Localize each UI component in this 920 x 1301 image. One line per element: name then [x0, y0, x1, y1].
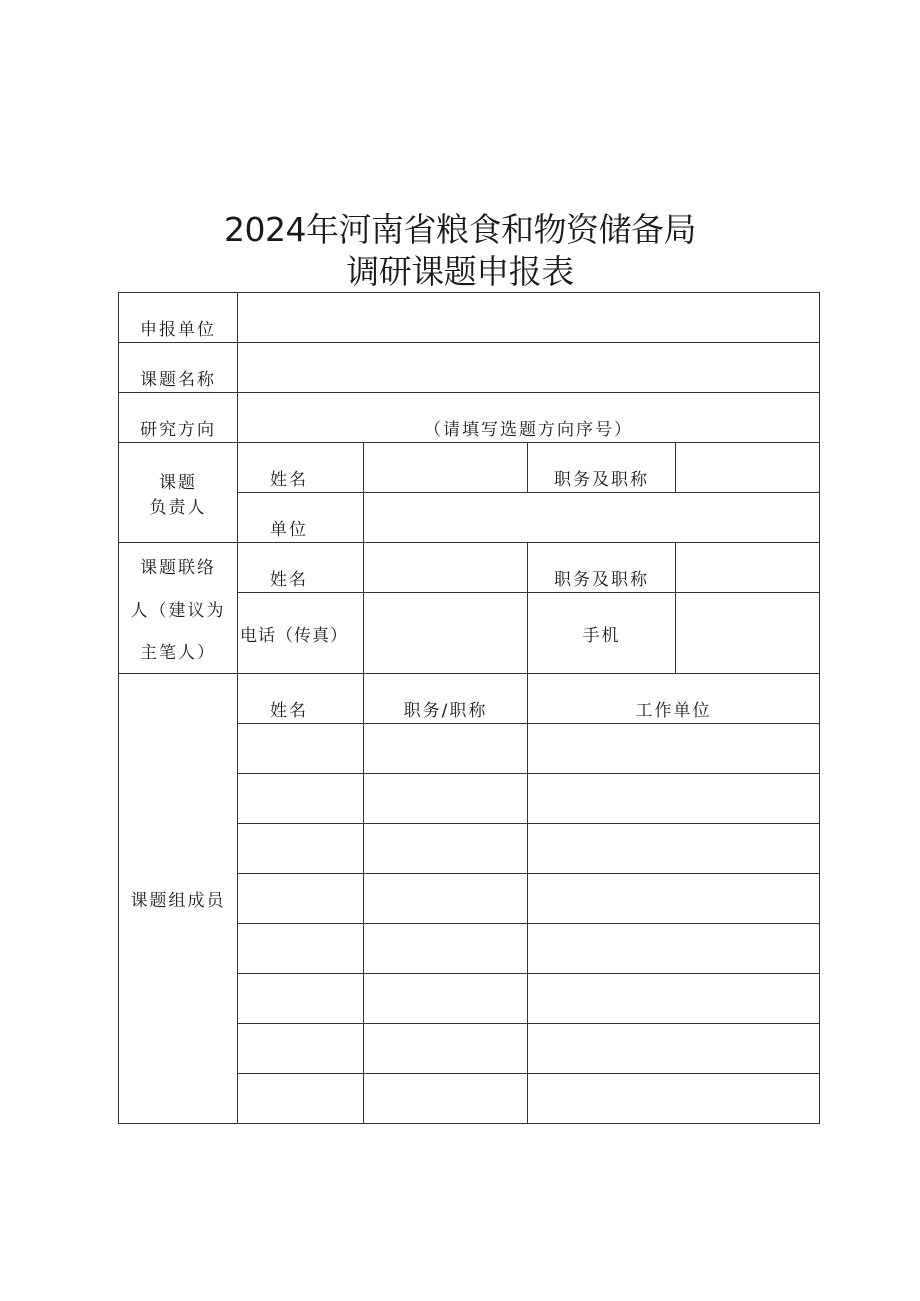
member-name-field[interactable] [238, 1024, 364, 1074]
member-name-field[interactable] [238, 724, 364, 774]
member-name-field[interactable] [238, 824, 364, 874]
member-position-field[interactable] [364, 1074, 528, 1124]
contact-position-field[interactable] [676, 543, 820, 593]
leader-label-line1: 课题 [159, 472, 197, 493]
contact-label-line1: 课题联络 [140, 558, 216, 578]
members-label: 课题组成员 [119, 674, 238, 1124]
member-unit-field[interactable] [528, 924, 820, 974]
research-direction-label: 研究方向 [119, 393, 238, 443]
member-position-field[interactable] [364, 724, 528, 774]
contact-label-cell [119, 543, 238, 674]
leader-unit-field[interactable] [364, 493, 820, 543]
leader-label-cell [119, 443, 238, 543]
leader-position-label: 职务及职称 [528, 443, 676, 493]
document-title-line1: 2024年河南省粮食和物资储备局 [224, 210, 696, 249]
member-position-field[interactable] [364, 1024, 528, 1074]
leader-label-line2: 负责人 [149, 497, 207, 518]
member-name-field[interactable] [238, 874, 364, 924]
leader-name-field[interactable] [364, 443, 528, 493]
member-unit-field[interactable] [528, 1024, 820, 1074]
research-direction-field[interactable] [238, 393, 820, 443]
member-position-field[interactable] [364, 874, 528, 924]
contact-label-line2: 人（建议为 [130, 600, 226, 621]
contact-mobile-field[interactable] [676, 593, 820, 674]
member-unit-field[interactable] [528, 1074, 820, 1124]
member-unit-field[interactable] [528, 774, 820, 824]
contact-position-label: 职务及职称 [528, 543, 676, 593]
application-form-table [118, 292, 820, 1124]
member-unit-field[interactable] [528, 824, 820, 874]
document-title-line2: 调研课题申报表 [346, 252, 574, 291]
member-position-field[interactable] [364, 974, 528, 1024]
contact-name-field[interactable] [364, 543, 528, 593]
member-position-field[interactable] [364, 924, 528, 974]
leader-name-label: 姓名 [238, 443, 364, 493]
topic-name-field[interactable] [238, 343, 820, 393]
member-name-field[interactable] [238, 974, 364, 1024]
contact-name-label: 姓名 [238, 543, 364, 593]
member-position-field[interactable] [364, 824, 528, 874]
members-col-unit: 工作单位 [528, 674, 820, 724]
member-position-field[interactable] [364, 774, 528, 824]
applicant-unit-label: 申报单位 [119, 293, 238, 343]
member-name-field[interactable] [238, 924, 364, 974]
member-unit-field[interactable] [528, 974, 820, 1024]
contact-mobile-label: 手机 [528, 593, 676, 674]
members-col-position: 职务/职称 [364, 674, 528, 724]
member-name-field[interactable] [238, 1074, 364, 1124]
contact-phone-field[interactable] [364, 593, 528, 674]
member-unit-field[interactable] [528, 724, 820, 774]
leader-position-field[interactable] [676, 443, 820, 493]
member-unit-field[interactable] [528, 874, 820, 924]
member-name-field[interactable] [238, 774, 364, 824]
research-direction-hint: （请填写选题方向序号） [424, 420, 633, 440]
applicant-unit-field[interactable] [238, 293, 820, 343]
contact-phone-label: 电话（传真） [238, 593, 364, 674]
members-col-name: 姓名 [238, 674, 364, 724]
contact-label-line3: 主笔人） [140, 643, 216, 663]
topic-name-label: 课题名称 [119, 343, 238, 393]
leader-unit-label: 单位 [238, 493, 364, 543]
